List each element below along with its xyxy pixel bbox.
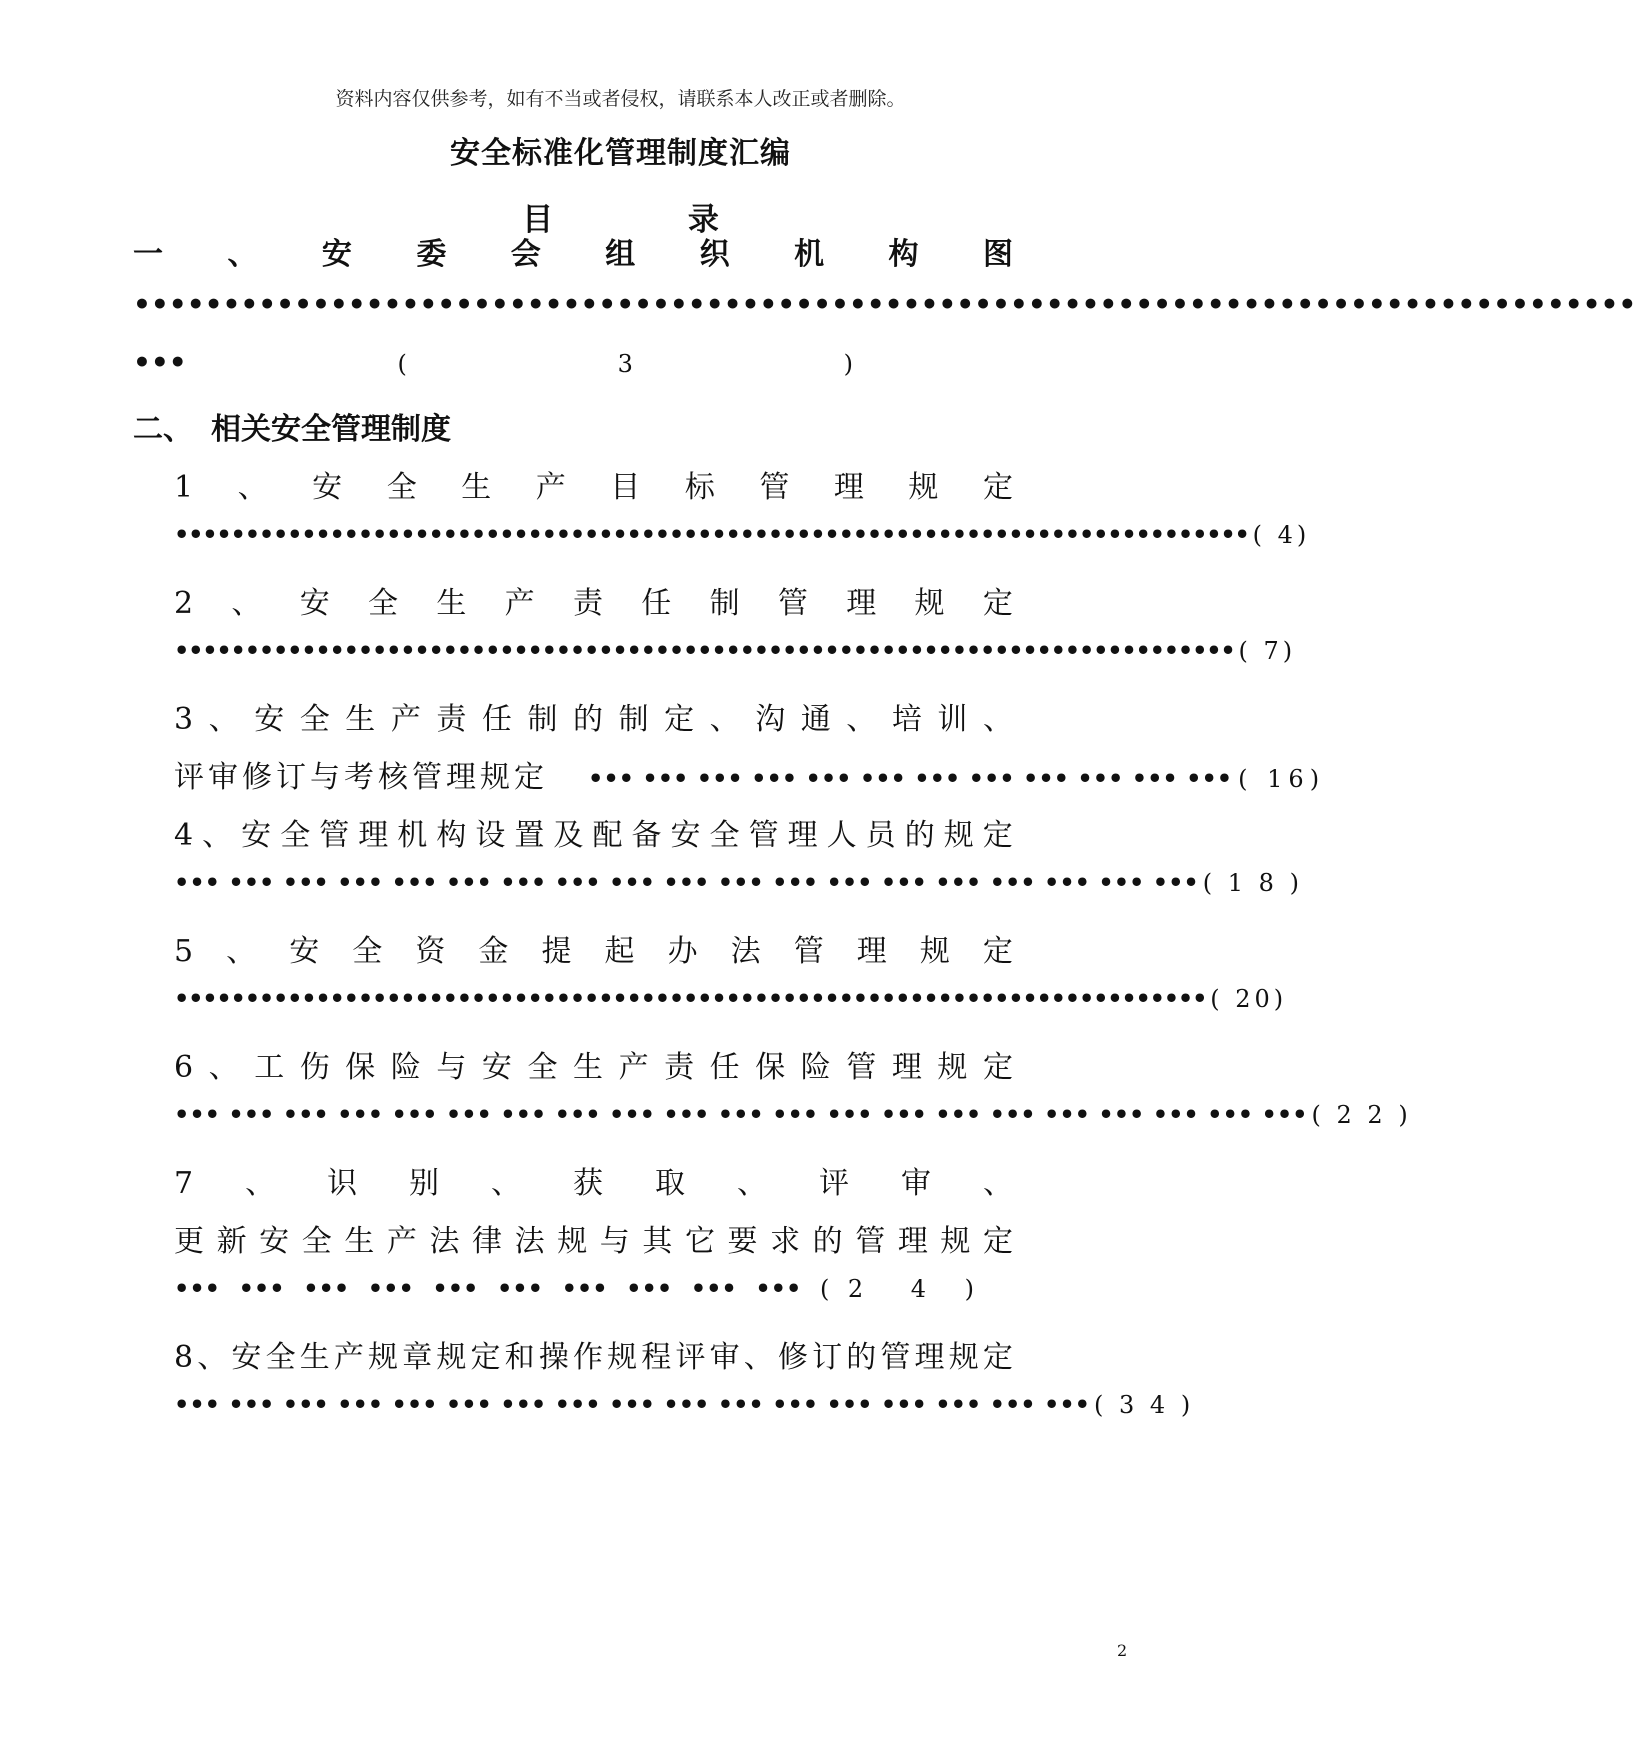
toc-char: 安 (312, 470, 343, 505)
toc-char: 理 (846, 586, 877, 621)
toc-char: 3 (174, 702, 194, 737)
toc-char: 订 (812, 1340, 843, 1375)
toc-char: 起 (604, 934, 635, 969)
toc-char: 、 (226, 934, 257, 969)
dot-leader: ••• (755, 1274, 802, 1303)
toc-char: 、 (208, 702, 239, 737)
toc-char: 生 (345, 702, 376, 737)
page-number-ref: 3 (617, 350, 633, 378)
paren-close: ) (843, 350, 853, 378)
toc-char: 评 (818, 1166, 849, 1201)
dot-leader: ••• (238, 1274, 285, 1303)
toc-char: 员 (865, 818, 896, 853)
toc-char: 生 (436, 586, 467, 621)
toc-char: 管 (748, 818, 779, 853)
toc-item-leader-row (174, 520, 1311, 549)
toc-char: 和 (504, 1340, 535, 1375)
toc-char: 及 (553, 818, 584, 853)
toc-char: 备 (631, 818, 662, 853)
toc-char: 安 (670, 818, 701, 853)
dot-leader: ••• ••• ••• ••• ••• ••• ••• ••• ••• ••• ••• ••• ••• ••• ••• ••• ••• (174, 1390, 1091, 1419)
toc-char: 法 (429, 1224, 460, 1259)
toc-char: 提 (541, 934, 572, 969)
toc-char: 7 (174, 1166, 194, 1201)
toc-char: 与 (599, 1224, 630, 1259)
toc-char: 全 (280, 818, 311, 853)
page-number-ref: ( 7) (1238, 637, 1297, 665)
toc-char: 1 (174, 470, 194, 505)
dot-leader: ••• (432, 1274, 479, 1303)
toc-char: 审 (709, 1340, 740, 1375)
toc-char: 图 (982, 237, 1013, 272)
toc-item-title-row[interactable] (174, 694, 1013, 738)
toc-char: 法 (514, 1224, 545, 1259)
dot-leader: ••• (174, 1274, 221, 1303)
dot-leader: •••••••••••••••••••••••••••••••••••••••••••••••••••••••••••••••••••••••••••••••••••• (133, 288, 1636, 321)
toc-char: 产 (535, 470, 566, 505)
toc-char: 责 (436, 702, 467, 737)
toc-char: 任 (481, 702, 512, 737)
toc-char: 规 (919, 934, 950, 969)
toc-char: 生 (344, 1224, 375, 1259)
toc-char: 章 (402, 1340, 433, 1375)
toc-char: 人 (826, 818, 857, 853)
toc-char: 、 (245, 1166, 276, 1201)
toc-char: 规 (948, 1340, 979, 1375)
toc-char: 、 (709, 702, 740, 737)
toc-char: 金 (478, 934, 509, 969)
toc-char: 管 (846, 1050, 877, 1085)
toc-char: 伤 (299, 1050, 330, 1085)
paren-open: ( (397, 350, 407, 378)
toc-char: 通 (800, 702, 831, 737)
toc-char: 其 (642, 1224, 673, 1259)
dot-leader: ••• ••• ••• ••• ••• ••• ••• ••• ••• ••• ••• ••• ••• ••• ••• ••• ••• ••• ••• ••• ••• (174, 1100, 1308, 1129)
toc-char: 安 (259, 1224, 290, 1259)
toc-char: 织 (699, 237, 730, 272)
toc-char: 识 (327, 1166, 358, 1201)
toc-char: 、 (982, 702, 1013, 737)
toc-char: 理 (833, 470, 864, 505)
toc-char: 任 (641, 586, 672, 621)
toc-char: 要 (727, 1224, 758, 1259)
toc-char: 保 (755, 1050, 786, 1085)
dot-leader: ••••••••••••••••••••••••••••••••••••••••••••••••••••••••••••••••••••••••• (174, 984, 1207, 1013)
toc-char: 管 (759, 470, 790, 505)
toc-char: 规 (368, 1340, 399, 1375)
toc-char: 定 (982, 934, 1013, 969)
toc-char: 理 (891, 1050, 922, 1085)
page-number-ref: ( 20) (1210, 985, 1288, 1013)
toc-char: 理 (358, 818, 389, 853)
toc-char: 5 (174, 934, 194, 969)
toc-item-leader-row (174, 1274, 974, 1303)
toc-char: 任 (709, 1050, 740, 1085)
toc-char: 、 (743, 1340, 774, 1375)
toc-char: 产 (618, 1050, 649, 1085)
toc-char: 管 (880, 1340, 911, 1375)
toc-item-title-row[interactable] (174, 578, 1013, 622)
toc-char: 管 (777, 586, 808, 621)
page-number-ref: ( 1 8 ) (1202, 869, 1303, 897)
toc-heading: 目 录 (522, 202, 781, 238)
toc-char: 它 (684, 1224, 715, 1259)
dot-leader: ••• (367, 1274, 414, 1303)
page-number-ref: ( 16) (1238, 765, 1326, 793)
dot-leader: ••• ••• ••• ••• ••• ••• ••• ••• ••• ••• ••• ••• ••• ••• ••• ••• ••• ••• ••• (174, 868, 1199, 897)
toc-char: 、 (227, 237, 258, 272)
toc-char: 安 (299, 586, 330, 621)
toc-char: 构 (436, 818, 467, 853)
toc-char: 管 (793, 934, 824, 969)
toc-char: 与 (436, 1050, 467, 1085)
toc-char: 保 (345, 1050, 376, 1085)
toc-char: 规 (937, 1050, 968, 1085)
toc-item-title-continued: 评审修订与考核管理规定 (174, 760, 548, 795)
toc-char: 程 (641, 1340, 672, 1375)
toc-char: 全 (368, 586, 399, 621)
toc-section-1-page-row (133, 346, 853, 379)
toc-char: 8 (174, 1340, 194, 1375)
toc-char: 、 (982, 1166, 1013, 1201)
paren-open: ( (819, 1275, 830, 1303)
toc-char: 险 (390, 1050, 421, 1085)
page-number: 2 (1117, 1641, 1128, 1660)
header-disclaimer: 资料内容仅供参考，如有不当或者侵权，请联系本人改正或者删除。 (335, 88, 906, 110)
toc-char: 产 (333, 1340, 364, 1375)
toc-item-leader-row (174, 1100, 1412, 1129)
toc-char: 安 (254, 702, 285, 737)
toc-char: 规 (557, 1224, 588, 1259)
toc-char: 标 (684, 470, 715, 505)
dot-leader: •••••••••••••••••••••••••••••••••••••••••••••••••••••••••••••••••••••••••••• (174, 520, 1249, 549)
toc-char: 责 (572, 586, 603, 621)
toc-char: 安 (321, 237, 352, 272)
toc-char: 的 (904, 818, 935, 853)
dot-leader: ••• ••• ••• ••• ••• ••• ••• ••• ••• ••• ••• ••• (588, 764, 1233, 793)
toc-item-title-row[interactable] (174, 462, 1013, 506)
toc-char: 规 (914, 586, 945, 621)
toc-char: 法 (730, 934, 761, 969)
toc-char: 修 (777, 1340, 808, 1375)
toc-char: 产 (504, 586, 535, 621)
toc-char: 全 (301, 1224, 332, 1259)
toc-char: 、 (491, 1166, 522, 1201)
toc-char: 产 (390, 702, 421, 737)
toc-char: 、 (736, 1166, 767, 1201)
toc-char: 全 (265, 1340, 296, 1375)
toc-char: 全 (386, 470, 417, 505)
toc-char: 新 (216, 1224, 247, 1259)
toc-char: 责 (664, 1050, 695, 1085)
toc-char: 、 (231, 586, 262, 621)
toc-section-1-title[interactable] (133, 229, 1013, 273)
toc-char: 求 (770, 1224, 801, 1259)
page-number-ref: 2 4 (847, 1275, 947, 1303)
toc-item-title-row[interactable] (174, 1042, 1013, 1086)
toc-char: 规 (436, 1340, 467, 1375)
toc-item-title-row[interactable] (174, 926, 1013, 970)
toc-char: 管 (855, 1224, 886, 1259)
toc-char: 律 (472, 1224, 503, 1259)
toc-char: 定 (982, 470, 1013, 505)
toc-char: 培 (891, 702, 922, 737)
toc-char: 理 (914, 1340, 945, 1375)
toc-char: 、 (197, 1340, 228, 1375)
toc-char: 工 (254, 1050, 285, 1085)
toc-char: 管 (319, 818, 350, 853)
toc-item-leader-row (174, 984, 1288, 1013)
section-title: 相关安全管理制度 (211, 412, 451, 447)
toc-char: 、 (202, 818, 233, 853)
toc-char: 4 (174, 818, 194, 853)
toc-char: 资 (415, 934, 446, 969)
toc-char: 理 (856, 934, 887, 969)
dot-leader: ••• (561, 1274, 608, 1303)
toc-char: 全 (352, 934, 383, 969)
toc-char: 理 (897, 1224, 928, 1259)
toc-char: 安 (289, 934, 320, 969)
toc-char: 全 (527, 1050, 558, 1085)
toc-char: 安 (241, 818, 272, 853)
toc-char: 、 (846, 702, 877, 737)
dot-leader: ••• (626, 1274, 673, 1303)
toc-section-2-title[interactable] (133, 404, 463, 448)
toc-char: 、 (237, 470, 268, 505)
toc-char: 置 (514, 818, 545, 853)
toc-char: 操 (538, 1340, 569, 1375)
toc-char: 定 (982, 1340, 1013, 1375)
page-number-ref: ( 2 2 ) (1311, 1101, 1412, 1129)
toc-char: 会 (510, 237, 541, 272)
toc-item-title-row[interactable] (174, 810, 1013, 854)
toc-char: 制 (709, 586, 740, 621)
toc-item-leader-row (174, 868, 1303, 897)
toc-char: 规 (607, 1340, 638, 1375)
toc-char: 定 (982, 1050, 1013, 1085)
toc-char: 全 (299, 702, 330, 737)
page-number-ref: ( 4) (1252, 521, 1311, 549)
dot-leader: ••••••••••••••••••••••••••••••••••••••••••••••••••••••••••••••••••••••••••• (174, 636, 1235, 665)
toc-char: 机 (397, 818, 428, 853)
toc-item-title-row[interactable] (174, 1332, 1013, 1376)
toc-char: 制 (618, 702, 649, 737)
toc-item-leader-row (174, 1390, 1195, 1419)
toc-char: 的 (812, 1224, 843, 1259)
toc-char: 2 (174, 586, 194, 621)
toc-char: 作 (572, 1340, 603, 1375)
toc-char: 取 (655, 1166, 685, 1201)
document-title: 安全标准化管理制度汇编 (450, 136, 791, 171)
toc-item-title-row (174, 1216, 1013, 1260)
toc-item-leader-row (174, 752, 1326, 796)
dot-leader: ••• (133, 346, 187, 379)
toc-char: 一 (133, 237, 163, 272)
toc-char: 生 (461, 470, 492, 505)
toc-char: 定 (664, 702, 695, 737)
toc-char: 安 (481, 1050, 512, 1085)
toc-char: 获 (573, 1166, 604, 1201)
toc-char: 、 (208, 1050, 239, 1085)
toc-char: 险 (800, 1050, 831, 1085)
toc-char: 产 (386, 1224, 417, 1259)
toc-char: 委 (416, 237, 447, 272)
paren-close: ) (964, 1275, 974, 1303)
toc-char: 的 (573, 702, 604, 737)
toc-char: 目 (610, 470, 641, 505)
toc-char: 机 (794, 237, 825, 272)
toc-char: 设 (475, 818, 506, 853)
dot-leader: ••• (303, 1274, 350, 1303)
toc-char: 6 (174, 1050, 194, 1085)
toc-section-1-leader-row (133, 288, 1636, 321)
toc-char: 定 (982, 1224, 1013, 1259)
toc-char: 全 (709, 818, 740, 853)
dot-leader: ••• (496, 1274, 543, 1303)
toc-char: 生 (573, 1050, 604, 1085)
toc-char: 办 (667, 934, 698, 969)
section-number: 二、 (133, 412, 193, 447)
toc-char: 规 (943, 818, 974, 853)
toc-char: 制 (527, 702, 558, 737)
toc-char: 定 (982, 818, 1013, 853)
toc-char: 规 (908, 470, 939, 505)
toc-char: 规 (940, 1224, 971, 1259)
toc-char: 安 (231, 1340, 262, 1375)
toc-char: 训 (937, 702, 968, 737)
toc-char: 理 (787, 818, 818, 853)
toc-char: 构 (888, 237, 919, 272)
page-number-ref: ( 3 4 ) (1094, 1391, 1195, 1419)
toc-item-title-row[interactable] (174, 1158, 1013, 1202)
toc-char: 评 (675, 1340, 706, 1375)
toc-item-leader-row (174, 636, 1297, 665)
toc-char: 别 (409, 1166, 440, 1201)
dot-leader: ••• (690, 1274, 737, 1303)
toc-char: 定 (470, 1340, 501, 1375)
toc-char: 配 (592, 818, 623, 853)
toc-char: 沟 (755, 702, 786, 737)
toc-char: 定 (982, 586, 1013, 621)
toc-char: 组 (605, 237, 636, 272)
toc-char: 审 (900, 1166, 931, 1201)
toc-char: 生 (299, 1340, 330, 1375)
toc-char: 更 (174, 1224, 204, 1259)
toc-char: 的 (846, 1340, 877, 1375)
